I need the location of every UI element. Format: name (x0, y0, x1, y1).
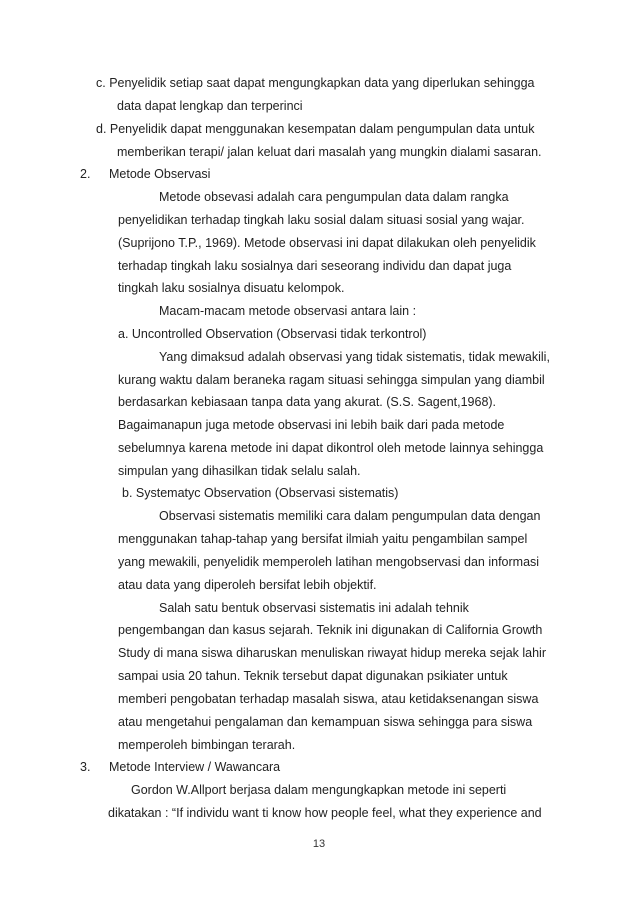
subheading: a. Uncontrolled Observation (Observasi tidak terkontrol) (118, 327, 427, 341)
text-line: (Suprijono T.P., 1969). Metode observasi ini dapat dilakukan oleh penyelidik (118, 236, 536, 250)
text-line: yang mewakili, penyelidik memperoleh latihan mengobservasi dan informasi (118, 555, 540, 569)
subheading: b. Systematyc Observation (Observasi sistematis) (122, 486, 399, 500)
text-line: Macam-macam metode observasi antara lain : (159, 304, 417, 318)
page-number: 13 (312, 838, 326, 850)
text-line: Bagaimanapun juga metode observasi ini lebih baik dari pada metode (118, 418, 505, 432)
section-heading: Metode Interview / Wawancara (109, 760, 281, 774)
text-line: dikatakan : “If individu want ti know how people feel, what they experience and (108, 806, 542, 820)
text-line: Metode obsevasi adalah cara pengumpulan data dalam rangka (159, 190, 509, 204)
text-line: Study di mana siswa diharuskan menuliskan riwayat hidup mereka sejak lahir (118, 646, 546, 660)
text-line: Yang dimaksud adalah observasi yang tidak sistematis, tidak mewakili, (159, 350, 550, 364)
text-line: d. Penyelidik dapat menggunakan kesempatan dalam pengumpulan data untuk (96, 122, 535, 136)
text-line: kurang waktu dalam beraneka ragam situasi sehingga simpulan yang diambil (118, 373, 545, 387)
section-number: 3. (80, 760, 91, 774)
text-line: Salah satu bentuk observasi sistematis ini adalah tehnik (159, 601, 469, 615)
text-line: atau data yang diperoleh bersifat lebih objektif. (118, 578, 377, 592)
text-line: menggunakan tahap-tahap yang bersifat ilmiah yaitu pengambilan sampel (118, 532, 528, 546)
section-heading: Metode Observasi (109, 167, 211, 181)
text-line: terhadap tingkah laku sosialnya dari seseorang individu dan dapat juga (118, 259, 512, 273)
text-line: sebelumnya karena metode ini dapat dikontrol oleh metode lainnya sehingga (118, 441, 544, 455)
text-line: atau mengetahui pengalaman dan kemampuan siswa sehingga para siswa (118, 715, 533, 729)
text-line: memberi pengobatan terhadap masalah siswa, atau ketidaksenangan siswa (118, 692, 539, 706)
text-line: memperoleh bimbingan terarah. (118, 738, 296, 752)
text-line: Observasi sistematis memiliki cara dalam pengumpulan data dengan (159, 509, 541, 523)
text-line: berdasarkan kebiasaan tanpa data yang akurat. (S.S. Sagent,1968). (118, 395, 497, 409)
text-line: Gordon W.Allport berjasa dalam mengungkapkan metode ini seperti (131, 783, 507, 797)
text-line: memberikan terapi/ jalan keluat dari masalah yang mungkin dialami sasaran. (117, 145, 542, 159)
text-line: penyelidikan terhadap tingkah laku sosial dalam situasi sosial yang wajar. (118, 213, 525, 227)
section-number: 2. (80, 167, 91, 181)
text-line: c. Penyelidik setiap saat dapat mengungkapkan data yang diperlukan sehingga (96, 76, 535, 90)
text-line: tingkah laku sosialnya disuatu kelompok. (118, 281, 345, 295)
text-line: simpulan yang dihasilkan tidak selalu salah. (118, 464, 361, 478)
text-line: sampai usia 20 tahun. Teknik tersebut dapat digunakan psikiater untuk (118, 669, 508, 683)
text-line: pengembangan dan kasus sejarah. Teknik ini digunakan di California Growth (118, 623, 543, 637)
text-line: data dapat lengkap dan terperinci (117, 99, 303, 113)
